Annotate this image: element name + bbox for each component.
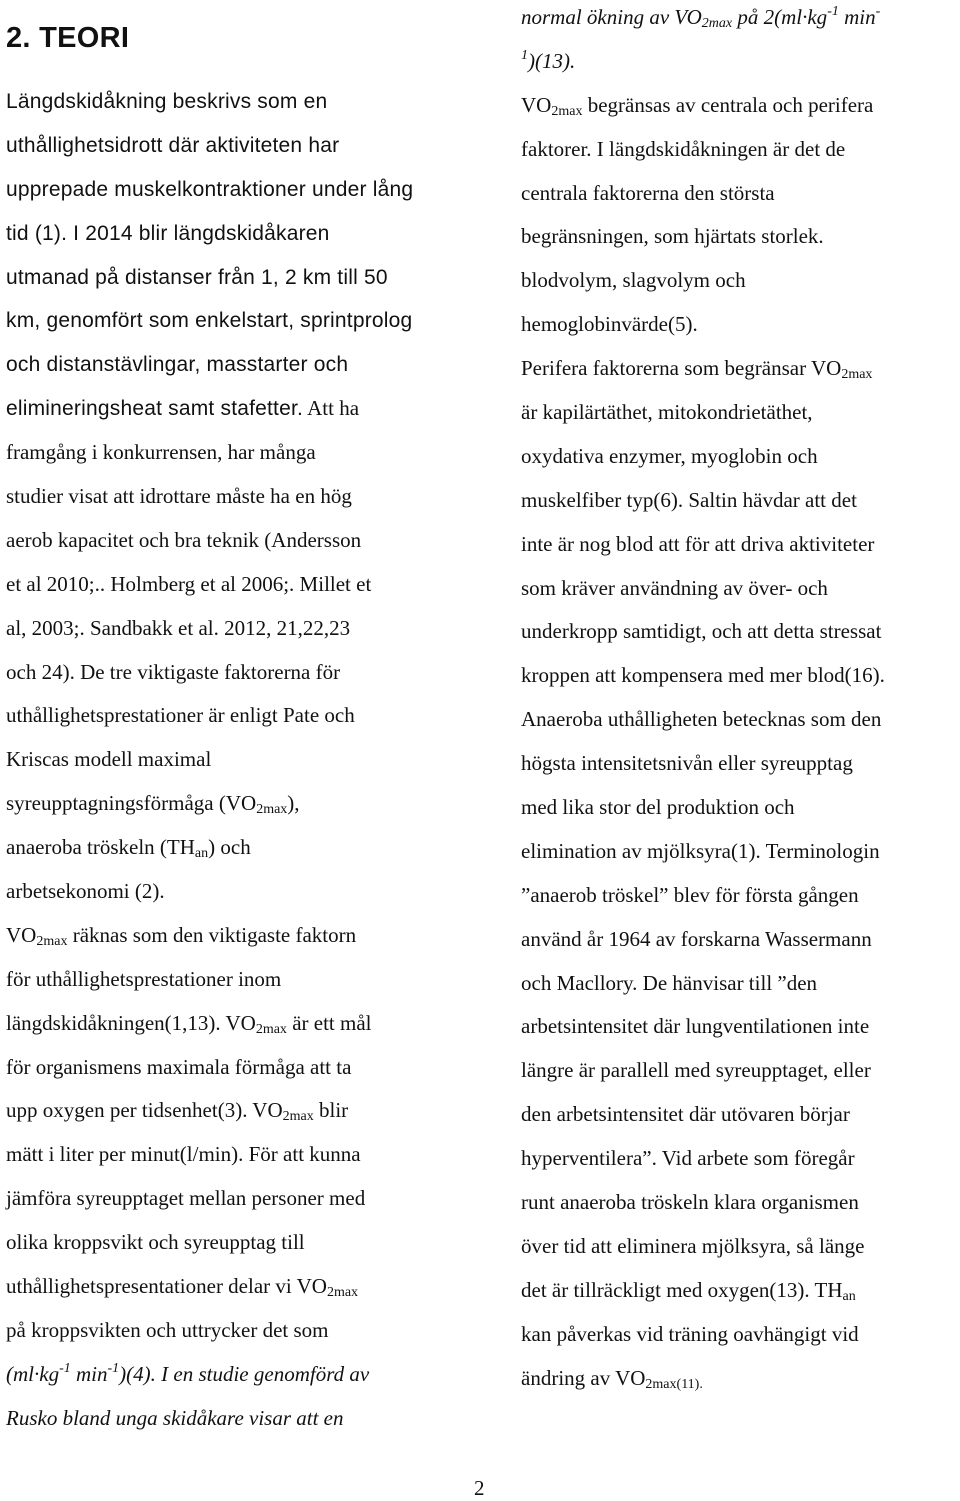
text-run: hemoglobinvärde(5). (521, 312, 698, 337)
subscript: 2max (282, 1109, 314, 1125)
text-line (6, 343, 413, 387)
text-run: oxydativa enzymer, myoglobin och (521, 443, 818, 468)
text-line (521, 1225, 885, 1269)
text-run: kroppen att kompensera med mer blod(16). (521, 663, 885, 688)
text-run: ”anaerob tröskel” blev för första gången (521, 882, 859, 907)
text-run: upp oxygen per tidsenhet(3). VO (6, 1098, 283, 1123)
text-line (6, 1133, 413, 1177)
text-run: centrala faktorerna den största (521, 180, 775, 205)
text-line (6, 212, 413, 256)
text-line (6, 1309, 413, 1353)
subscript: 2max(11). (645, 1376, 703, 1392)
text-line (6, 299, 413, 343)
text-line (521, 0, 885, 40)
text-line (521, 1005, 885, 1049)
section-heading: 2. TEORI (6, 22, 130, 54)
text-line (6, 1265, 413, 1309)
text-run: på kroppsvikten och uttrycker det som (6, 1317, 329, 1342)
text-line (521, 567, 885, 611)
subscript: an (842, 1288, 856, 1304)
text-run: är ett mål (286, 1010, 372, 1035)
subscript: 2max (841, 367, 873, 383)
text-run: tid (1). I 2014 blir längdskidåkaren (6, 221, 330, 245)
text-run: ), (287, 791, 300, 816)
text-run: blir (313, 1098, 349, 1123)
text-line (6, 826, 413, 870)
text-line (6, 694, 413, 738)
text-line (521, 610, 885, 654)
text-run: jämföra syreupptaget mellan personer med (6, 1186, 366, 1211)
text-run: blodvolym, slagvolym och (521, 268, 746, 293)
text-run: ) och (208, 835, 251, 860)
text-run: Rusko bland unga skidåkare visar att en (6, 1405, 344, 1430)
text-run: begränsas av centrala och perifera (582, 92, 874, 117)
text-run: min (838, 5, 876, 29)
text-line (6, 256, 413, 300)
superscript: 1 (521, 47, 528, 63)
text-run: och 24). De tre viktigaste faktorerna för (6, 659, 341, 684)
text-run: VO (6, 922, 37, 947)
text-run: och Macllory. De hänvisar till ”den (521, 970, 818, 995)
left-text-column (6, 80, 413, 1441)
text-line (521, 303, 885, 347)
text-run: anaeroba tröskeln (TH (6, 835, 195, 860)
text-line (521, 654, 885, 698)
text-run: aerob kapacitet och bra teknik (Andersson (6, 527, 362, 552)
text-run: elimineringsheat samt stafetter. (6, 397, 304, 421)
text-run: utmanad på distanser från 1, 2 km till 50 (6, 265, 388, 289)
text-run: Längdskidåkning beskrivs som en (6, 90, 328, 113)
text-line (6, 958, 413, 1002)
text-run: hyperventilera”. Vid arbete som föregår (521, 1146, 855, 1171)
text-line (6, 1177, 413, 1221)
text-line (521, 215, 885, 259)
subscript: 2max (36, 933, 68, 949)
text-run: et al 2010;.. Holmberg et al 2006;. Millet et (6, 571, 372, 596)
text-line (6, 431, 413, 475)
text-run: min (70, 1361, 108, 1386)
text-line (6, 1221, 413, 1265)
text-run: al, 2003;. Sandbakk et al. 2012, 21,22,23 (6, 615, 351, 640)
right-text-column (521, 0, 885, 1401)
text-run: ändring av VO (521, 1365, 646, 1390)
text-run: )(4). I en studie genomförd av (119, 1361, 370, 1386)
text-run: framgång i konkurrensen, har många (6, 440, 316, 465)
text-run: studier visat att idrottare måste ha en hög (6, 484, 352, 509)
text-line (521, 347, 885, 391)
text-line (6, 738, 413, 782)
text-line (521, 1313, 885, 1357)
text-run: runt anaeroba tröskeln klara organismen (521, 1190, 859, 1215)
text-run: den arbetsintensitet där utövaren börjar (521, 1102, 850, 1127)
superscript: - (875, 4, 881, 19)
text-run: som kräver användning av över- och (521, 575, 828, 600)
subscript: an (194, 846, 209, 862)
text-line (6, 519, 413, 563)
text-line (521, 391, 885, 435)
text-run: olika kroppsvikt och syreupptag till (6, 1230, 305, 1255)
text-line (6, 870, 413, 914)
text-run: längre är parallell med syreupptaget, eller (521, 1058, 871, 1083)
text-run: det är tillräckligt med oxygen(13). TH (521, 1277, 843, 1302)
superscript: -1 (107, 1360, 120, 1376)
text-line (6, 651, 413, 695)
text-line (521, 962, 885, 1006)
text-run: inte är nog blod att för att driva aktiviteter (521, 531, 875, 556)
text-line (521, 479, 885, 523)
text-line (521, 172, 885, 216)
text-line (521, 1357, 885, 1401)
text-run: uthållighetspresentationer delar vi VO (6, 1274, 327, 1299)
text-line (521, 918, 885, 962)
text-run: Anaeroba uthålligheten betecknas som den (521, 707, 882, 732)
text-run: underkropp samtidigt, och att detta stressat (521, 619, 882, 644)
text-line (6, 80, 413, 124)
text-line (521, 1181, 885, 1225)
text-line (6, 782, 413, 826)
text-run: längdskidåkningen(1,13). VO (6, 1010, 256, 1035)
text-line (6, 563, 413, 607)
text-run: begränsningen, som hjärtats storlek. (521, 224, 824, 249)
text-line (521, 742, 885, 786)
text-line (521, 40, 885, 84)
text-line (6, 1002, 413, 1046)
text-line (521, 698, 885, 742)
text-line (6, 914, 413, 958)
text-line (521, 830, 885, 874)
text-run: syreupptagningsförmåga (VO (6, 791, 257, 816)
text-run: Perifera faktorerna som begränsar VO (521, 356, 842, 381)
text-line (521, 1093, 885, 1137)
text-line (521, 1049, 885, 1093)
text-line (6, 168, 413, 212)
subscript: 2max (255, 1021, 287, 1037)
text-line (521, 523, 885, 567)
text-line (6, 607, 413, 651)
subscript: 2max (551, 103, 583, 119)
text-run: uthållighetsidrott där aktiviteten har (6, 133, 340, 157)
text-run: arbetsintensitet där lungventilationen inte (521, 1014, 870, 1039)
text-run: högsta intensitetsnivån eller syreupptag (521, 751, 853, 776)
text-run: räknas som den viktigaste faktorn (67, 922, 357, 947)
text-line (521, 128, 885, 172)
text-run: VO (521, 92, 552, 117)
text-run: är kapilärtäthet, mitokondrietäthet, (521, 400, 813, 425)
text-line (521, 84, 885, 128)
text-run: för uthållighetsprestationer inom (6, 966, 282, 991)
text-line (6, 1353, 413, 1397)
superscript: -1 (59, 1360, 71, 1376)
text-line (521, 786, 885, 830)
subscript: 2max (701, 16, 733, 31)
text-line (521, 435, 885, 479)
text-line (521, 874, 885, 918)
text-line (6, 124, 413, 168)
text-run: faktorer. I längdskidåkningen är det de (521, 136, 846, 161)
text-run: uthållighetsprestationer är enligt Pate och (6, 703, 355, 728)
subscript: 2max (326, 1285, 359, 1301)
text-line (6, 1397, 413, 1441)
text-run: kan påverkas vid träning oavhängigt vid (521, 1321, 859, 1346)
text-line (521, 1269, 885, 1313)
text-run: normal ökning av VO (521, 5, 702, 29)
text-run: på 2(ml·kg (732, 5, 828, 29)
text-line (6, 387, 413, 431)
text-run: och distanstävlingar, masstarter och (6, 353, 349, 377)
text-run: elimination av mjölksyra(1). Terminologin (521, 838, 880, 863)
text-run: Att ha (303, 396, 360, 421)
superscript: -1 (827, 4, 839, 19)
text-line (521, 259, 885, 303)
text-run: med lika stor del produktion och (521, 795, 795, 820)
page-number: 2 (474, 1476, 485, 1500)
text-run: (ml·kg (6, 1361, 60, 1386)
text-line (6, 1089, 413, 1133)
text-line (6, 475, 413, 519)
text-run: muskelfiber typ(6). Saltin hävdar att det (521, 487, 857, 512)
text-run: använd år 1964 av forskarna Wassermann (521, 926, 872, 951)
text-run: upprepade muskelkontraktioner under lång (6, 177, 414, 201)
text-line (521, 1137, 885, 1181)
text-run: för organismens maximala förmåga att ta (6, 1054, 352, 1079)
text-run: arbetsekonomi (2). (6, 879, 165, 904)
text-run: över tid att eliminera mjölksyra, så länge (521, 1233, 865, 1258)
text-run: )(13). (528, 48, 576, 73)
text-run: Kriscas modell maximal (6, 747, 212, 772)
subscript: 2max (256, 802, 288, 818)
text-line (6, 1046, 413, 1090)
text-run: km, genomfört som enkelstart, sprintprolog (6, 309, 413, 333)
text-run: mätt i liter per minut(l/min). För att kunna (6, 1142, 361, 1167)
